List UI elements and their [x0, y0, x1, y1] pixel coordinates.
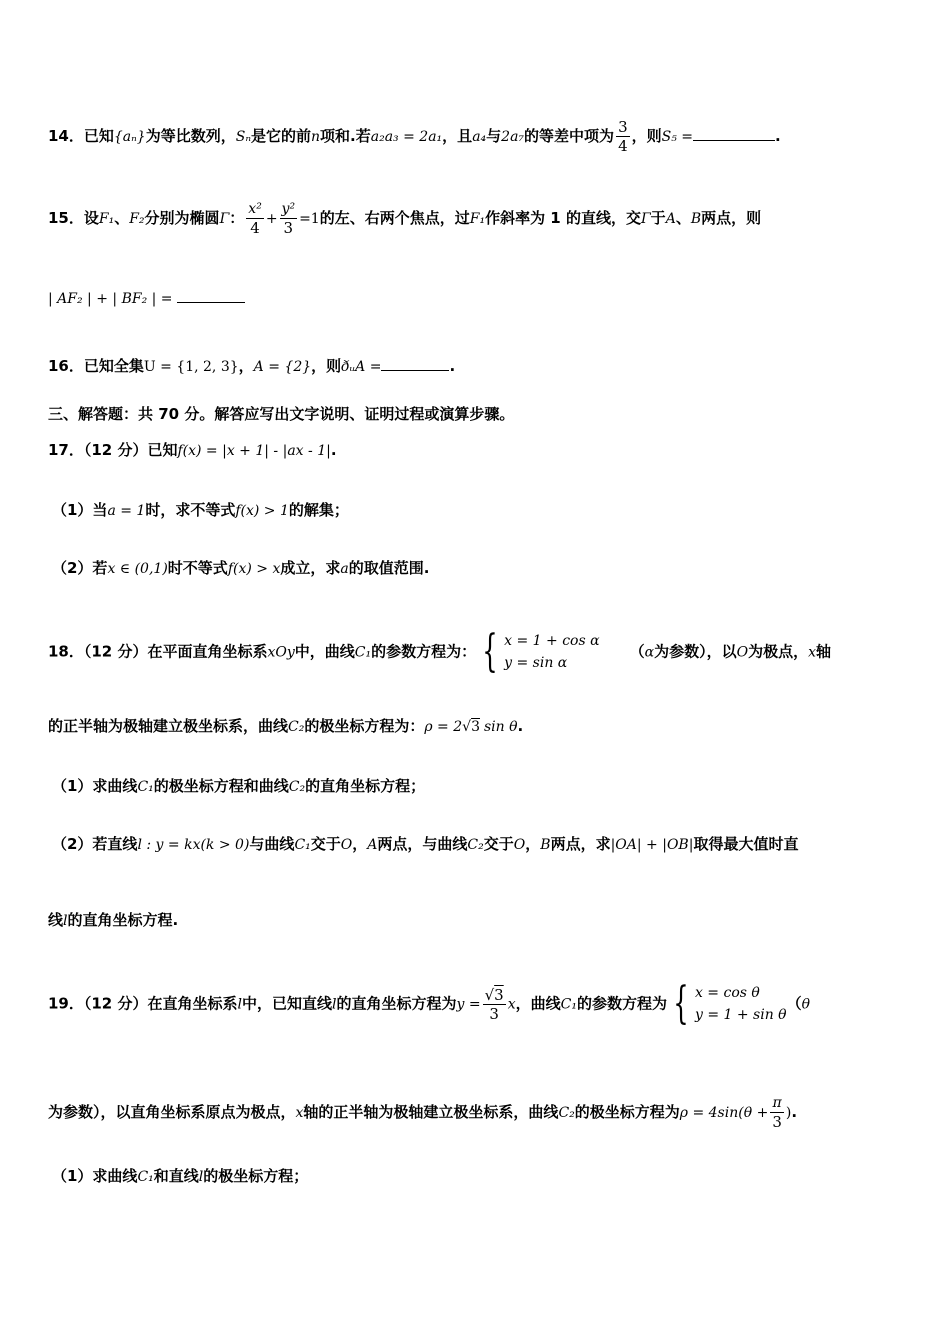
q15-y-fraction: $\frac{\text{y²}}{3}$ [281, 201, 296, 237]
q17-part2: （2）若x ∈ (0,1)时不等式f(x) > x成立，求a的取值范围. [52, 559, 430, 577]
q15-answer-blank[interactable] [177, 288, 245, 303]
q15-x-fraction: $\frac{\text{x²}}{4}$ [248, 201, 262, 237]
q17-line: 17．（12 分）已知f(x) = |x + 1| - |ax - 1|. [48, 441, 337, 459]
q14-fraction: $\frac{3}{4}$ [618, 118, 628, 155]
q18-part1: （1）求曲线C₁的极坐标方程和曲线C₂的直角坐标方程； [52, 777, 426, 795]
q14-answer-blank[interactable] [693, 126, 775, 141]
q17-part1: （1）当a = 1时，求不等式f(x) > 1的解集； [52, 501, 349, 519]
section-3-heading: 三、解答题：共 70 分。解答应写出文字说明、证明过程或演算步骤。 [48, 405, 515, 423]
q18-parametric-system: { x = 1 + cos α y = sin α [482, 626, 600, 677]
q19-sqrt3-over-3: $\frac{√3}{3}$ [484, 985, 504, 1023]
q16-answer-blank[interactable] [381, 356, 449, 371]
q15-line: 15．设F₁、F₂分别为椭圆Γ： $\frac{\text{x²}}{4}$ + $\frac{\text{y²}}{3}$ =1的左、右两个焦点，过F₁作斜率为 1 的直线，交Γ于A、B两点，则 [48, 201, 762, 237]
q19-parametric-system: { x = cos θ y = 1 + sin θ [673, 978, 787, 1029]
q18-line: 18．（12 分）在平面直角坐标系xOy中，曲线C₁的参数方程为： { x = 1 + cos α y = sin α （α为参数），以O为极点，x轴 [48, 626, 831, 677]
q14-line: 14．已知{aₙ}为等比数列，Sₙ是它的前n项和.若a₂a₃ = 2a₁，且a₄与2a₇的等差中项为 $\frac{3}{4}$ ，则S₅ = . [48, 118, 781, 155]
q19-line: 19．（12 分）在直角坐标系l中，已知直线l的直角坐标方程为y = $\frac{√3}{3}$ x，曲线C₁的参数方程为 { x = cos θ y = 1 + sin θ （θ [48, 978, 811, 1029]
q18-part2: （2）若直线l : y = kx(k > 0)与曲线C₁交于O，A两点，与曲线C₂交于O，B两点，求|OA| + |OB|取得最大值时直 [52, 835, 799, 853]
q18-line2: 的正半轴为极轴建立极坐标系，曲线C₂的极坐标方程为：ρ = 2√3 sin θ. [48, 717, 524, 735]
q16-line: 16．已知全集U = {1, 2, 3}，A = {2}，则ðᵤA = . [48, 357, 456, 375]
q19-part1: （1）求曲线C₁和直线l的极坐标方程； [52, 1167, 309, 1185]
q15-line2: | AF₂ | + | BF₂ | = [48, 288, 245, 309]
q19-pi-over-3: $\frac{\pi}{3}$ [772, 1095, 782, 1131]
q18-part2-cont: 线l的直角坐标方程. [48, 911, 179, 929]
q19-line2: 为参数），以直角坐标系原点为极点，x轴的正半轴为极轴建立极坐标系，曲线C₂的极坐标方程为ρ = 4sin(θ + $\frac{\pi}{3}$ ). [48, 1095, 798, 1131]
